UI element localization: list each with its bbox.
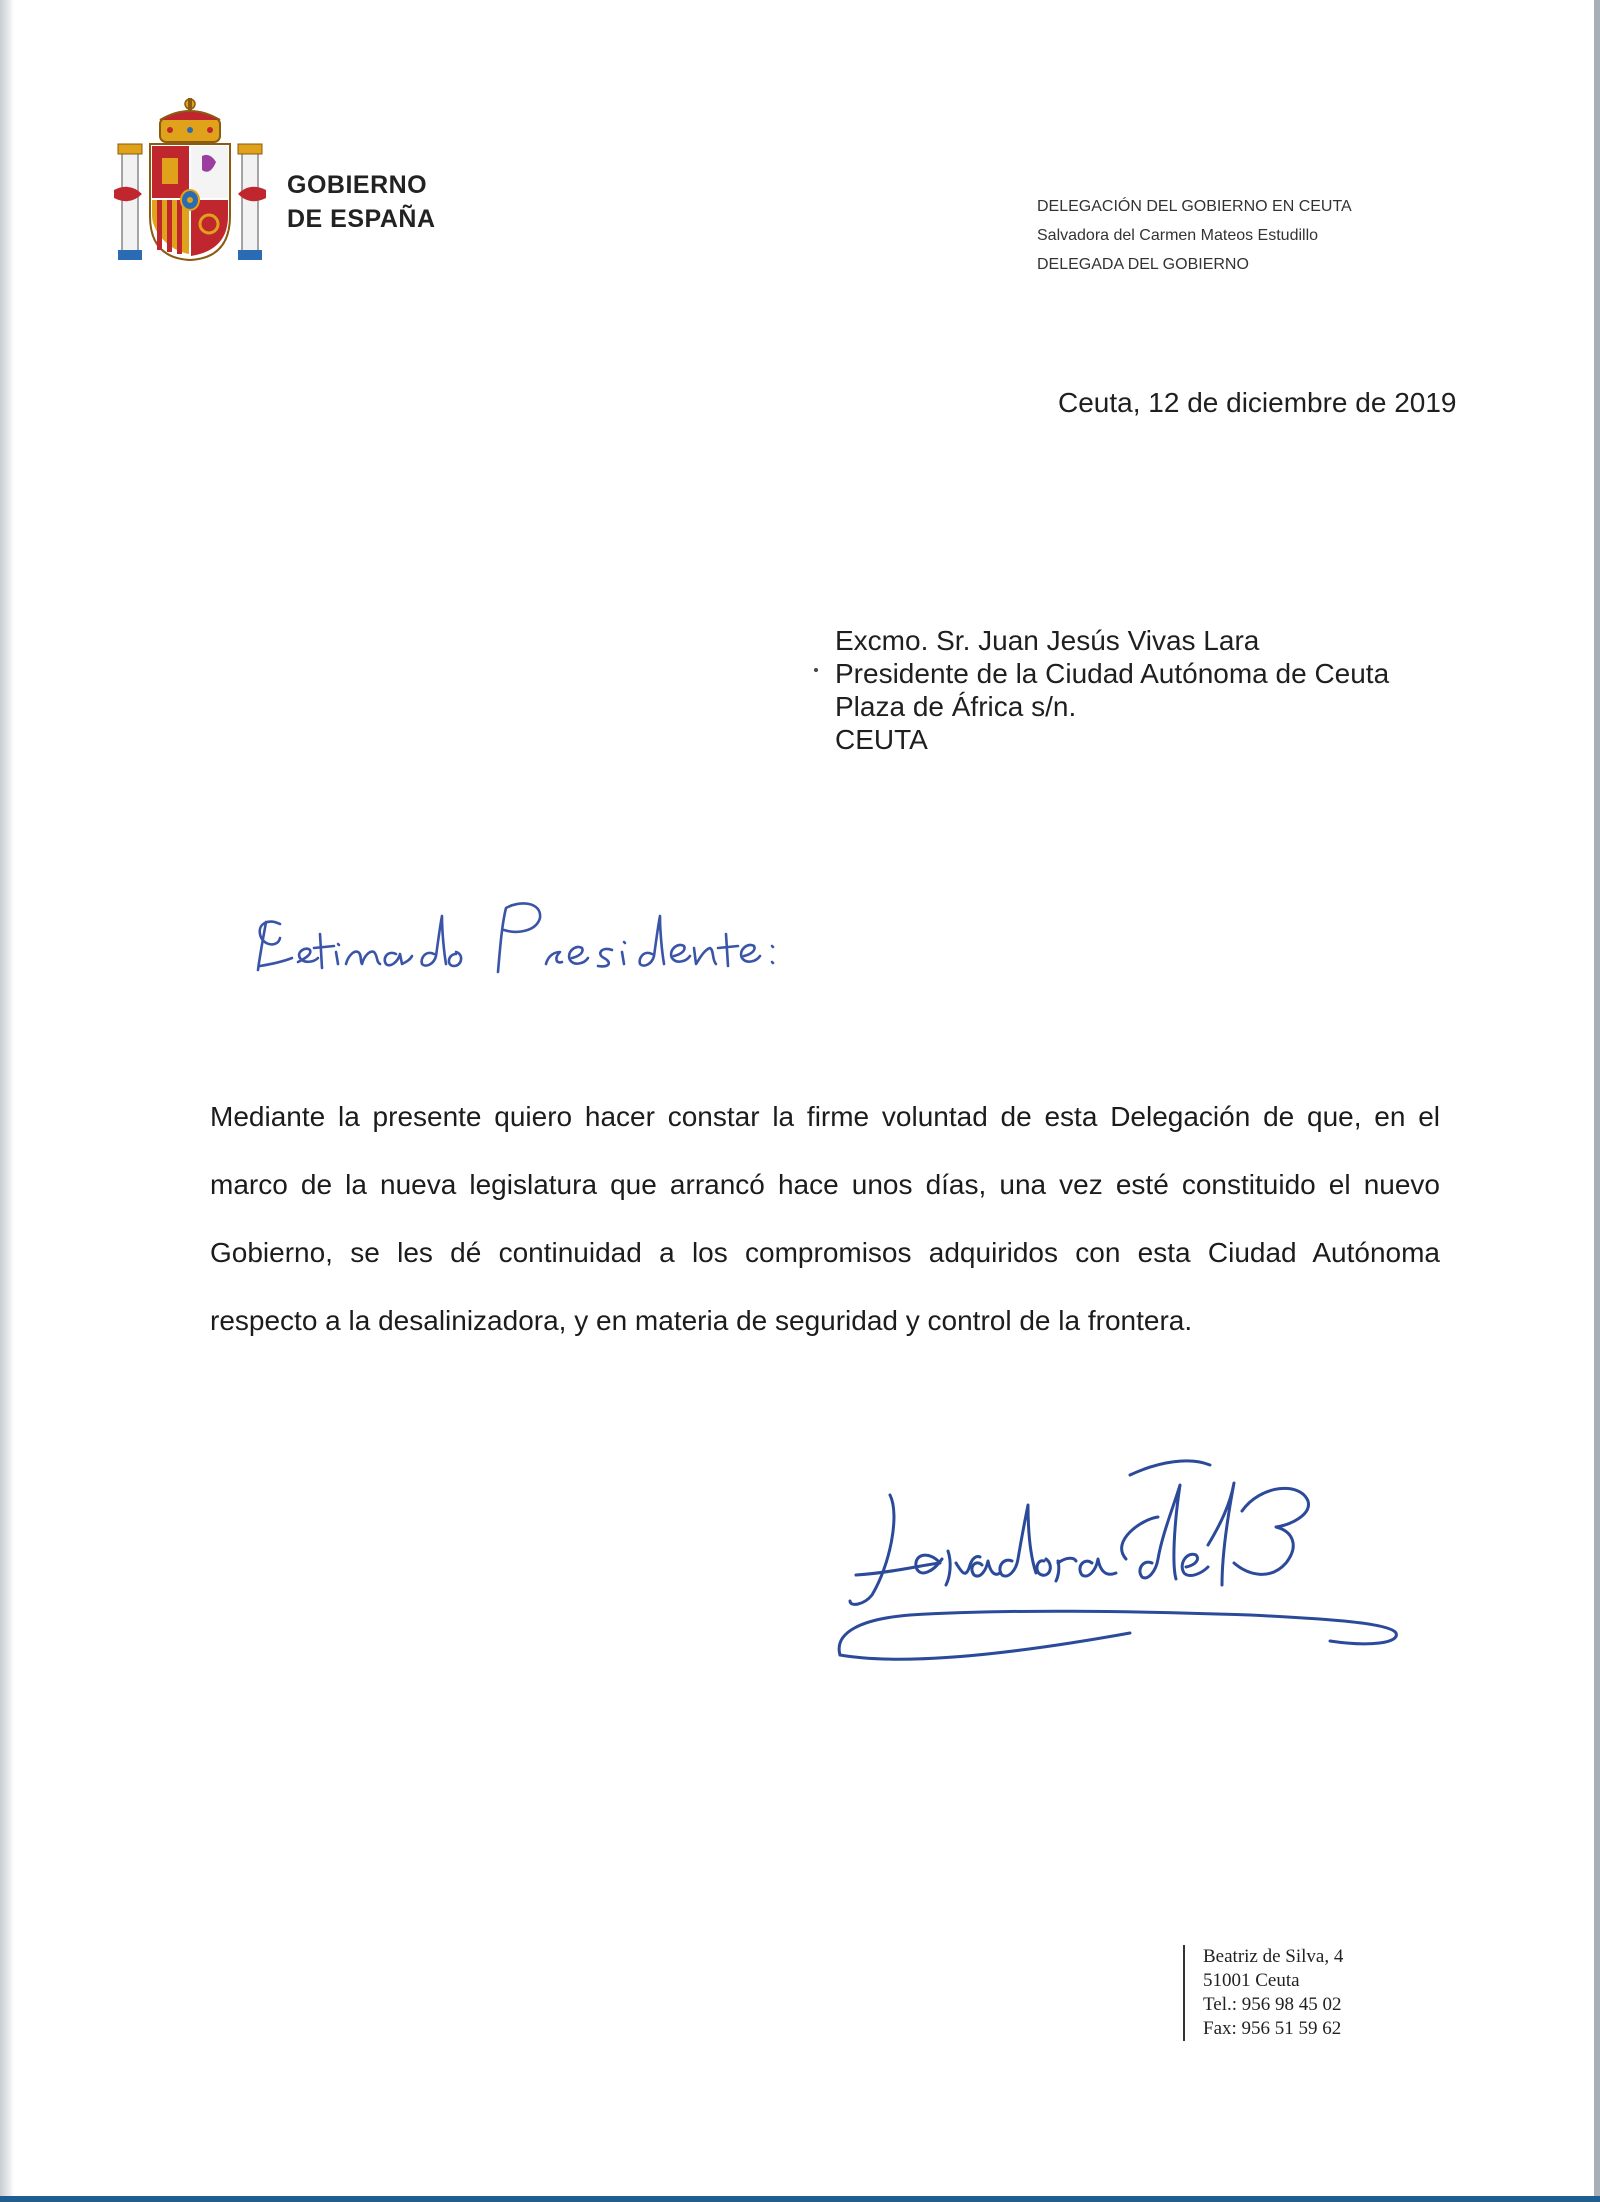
- sender-title: DELEGADA DEL GOBIERNO: [1037, 256, 1249, 273]
- scan-dot-mark: [814, 668, 818, 672]
- address-phone: Tel.: 956 98 45 02: [1203, 1994, 1342, 2015]
- recipient-block: [835, 624, 1389, 756]
- address-fax: Fax: 956 51 59 62: [1203, 2018, 1342, 2039]
- letter-date: Ceuta, 12 de diciembre de 2019: [1058, 387, 1457, 418]
- handwritten-salutation: [250, 872, 810, 1012]
- recipient-city: CEUTA: [835, 724, 928, 755]
- address-street: Beatriz de Silva, 4: [1203, 1946, 1344, 1967]
- government-name-line-1: GOBIERNO: [287, 171, 428, 199]
- scan-left-edge: [0, 0, 14, 2202]
- scan-bottom-edge: [0, 2196, 1600, 2202]
- spanish-coat-of-arms-icon: [112, 98, 268, 264]
- recipient-name: Excmo. Sr. Juan Jesús Vivas Lara: [835, 625, 1260, 656]
- footer-address: [1183, 1945, 1343, 2041]
- sender-office: DELEGACIÓN DEL GOBIERNO EN CEUTA: [1037, 198, 1352, 215]
- scan-right-edge: [1594, 0, 1600, 2202]
- government-name-line-2: DE ESPAÑA: [287, 205, 436, 233]
- recipient-address: Plaza de África s/n.: [835, 691, 1077, 722]
- recipient-position: Presidente de la Ciudad Autónoma de Ceuta: [835, 658, 1390, 689]
- handwritten-signature: [830, 1455, 1420, 1685]
- sender-name: Salvadora del Carmen Mateos Estudillo: [1037, 227, 1319, 244]
- address-postal: 51001 Ceuta: [1203, 1970, 1300, 1991]
- letter-body: Mediante la presente quiero hacer constar la firme voluntad de esta Delegación de que, en el marco de la nueva legislatura que arrancó hace unos días, una vez esté constituido el nuevo Gobierno, se les dé continuidad a los compromisos adquiridos con esta Ciudad Autónoma respecto a la desalinizadora, y en materia de seguridad y control de la frontera.: [210, 1101, 1440, 1336]
- government-name: [287, 168, 436, 236]
- sender-block: [1037, 192, 1352, 279]
